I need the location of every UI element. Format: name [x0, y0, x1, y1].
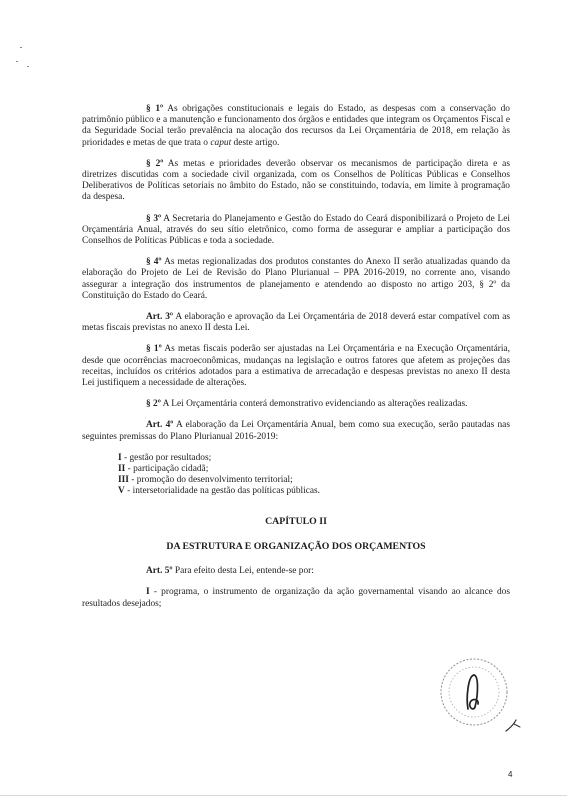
scan-speck: [16, 61, 18, 62]
list-item-text: - gestão por resultados;: [121, 452, 212, 463]
document-body: [82, 104, 510, 620]
paragraph-text: As obrigações constitucionais e legais do Estado, as despesas com a conservação do patrimônio público e a manutenção e funcionamento dos órgãos e entidades que integram os Orçamentos Fiscal e da Seguridade Social terão prevalência na alocação dos recursos da Lei Orçamentária de 2018, em relação às prioridades e metas de que trata o: [82, 104, 510, 148]
paragraph-art5: [82, 566, 510, 577]
list-item-text: - intersetorialidade na gestão das políticas públicas.: [124, 486, 321, 497]
paragraph-text-tail: deste artigo.: [231, 137, 280, 148]
paragraph-text: Para efeito desta Lei, entende-se por:: [172, 566, 314, 577]
official-seal-stamp: [434, 654, 526, 746]
paragraph-lead: § 1º: [146, 344, 162, 355]
paragraph-art3-p1: [82, 344, 510, 389]
paragraph-art3-p2: [82, 399, 510, 410]
paragraph-lead: Art. 3º: [146, 312, 174, 323]
list-item-number: II: [118, 464, 126, 475]
paragraph-text: As metas e prioridades deverão observar os mecanismos de participação direta e as diretrizes discutidas com a sociedade civil organizada, com os Conselhos de Políticas Públicas e Conselhos Deliberativos de Políticas setoriais no âmbito do Estado, não se constituindo, todavia, em limite à programação da despesa.: [82, 158, 510, 203]
paragraph-text: A Secretaria do Planejamento e Gestão do Estado do Ceará disponibilizará o Projeto de Lei Orçamentária Anual, através do seu sítio eletrônico, como forma de assegurar e ampliar a participação dos Conselhos de Políticas Públicas e toda a sociedade.: [82, 213, 510, 247]
scan-edge-line: [0, 795, 567, 796]
paragraph-text: - programa, o instrumento de organização da ação governamental visando ao alcance dos resultados desejados;: [82, 587, 510, 609]
list-item: [118, 464, 510, 475]
chapter-title: CAPÍTULO II: [265, 515, 327, 527]
page-number: 4: [508, 770, 513, 779]
paragraph-art2-p4: [82, 257, 510, 302]
paragraph-lead: § 1º: [146, 104, 164, 114]
paragraph-art3: [82, 312, 510, 334]
paragraph-lead: Art. 5º: [146, 566, 173, 577]
paragraph-lead: § 2º: [146, 399, 161, 410]
list-item-text: - promoção do desenvolvimento territorial;: [128, 475, 293, 486]
paragraph-emphasis: caput: [210, 137, 232, 148]
paragraph-text: A elaboração da Lei Orçamentária Anual, bem como sua execução, serão pautadas nas seguintes premissas do Plano Plurianual 2016-2019:: [82, 420, 510, 442]
paragraph-art2-p2: [82, 159, 510, 204]
chapter-subtitle: DA ESTRUTURA E ORGANIZAÇÃO DOS ORÇAMENTOS: [166, 540, 426, 552]
paragraph-art2-p1: [82, 104, 510, 149]
paragraph-lead: § 4º: [146, 257, 162, 268]
list-item-number: V: [118, 486, 125, 497]
list-item: [118, 475, 510, 486]
list-item: [118, 486, 510, 497]
paragraph-text: As metas fiscais poderão ser ajustadas na Lei Orçamentária e na Execução Orçamentária, desde que ocorrências macroeconômicas, mudanças na legislação e outros fatores que afetem as projeções das receitas, incluídos os critérios adotados para a estimativa de arrecadação e despesas previstas no anexo II desta Lei justifiquem a necessidade de alterações.: [82, 344, 510, 389]
paragraph-text: As metas regionalizadas dos produtos constantes do Anexo II serão atualizadas quando da elaboração do Projeto de Lei de Revisão do Plano Plurianual – PPA 2016-2019, no corrente ano, visando assegurar a integração dos instrumentos de planejamento e atendendo ao disposto no artigo 203, § 2º da Constituição do Estado do Ceará.: [82, 257, 510, 301]
paragraph-art5-item-i: [82, 587, 510, 609]
paragraph-text: A elaboração e aprovação da Lei Orçamentária de 2018 deverá estar compatível com as metas fiscais previstas no anexo II desta Lei.: [82, 312, 511, 334]
premissas-list: [82, 453, 510, 498]
paragraph-art2-p3: [82, 214, 510, 248]
list-item-number: I: [118, 452, 122, 463]
paragraph-lead: I: [146, 587, 150, 598]
paragraph-lead: § 2º: [146, 158, 164, 169]
list-item-text: - participação cidadã;: [125, 464, 209, 475]
list-item: [118, 453, 510, 464]
scan-speck: [27, 66, 29, 67]
paragraph-text: A Lei Orçamentária conterá demonstrativo evidenciando as alterações realizadas.: [160, 399, 468, 410]
paragraph-lead: Art. 4º: [146, 420, 174, 431]
paragraph-lead: § 3º: [146, 213, 162, 224]
list-item-number: III: [118, 475, 129, 486]
paragraph-art4: [82, 420, 510, 442]
scan-speck: [20, 47, 22, 48]
